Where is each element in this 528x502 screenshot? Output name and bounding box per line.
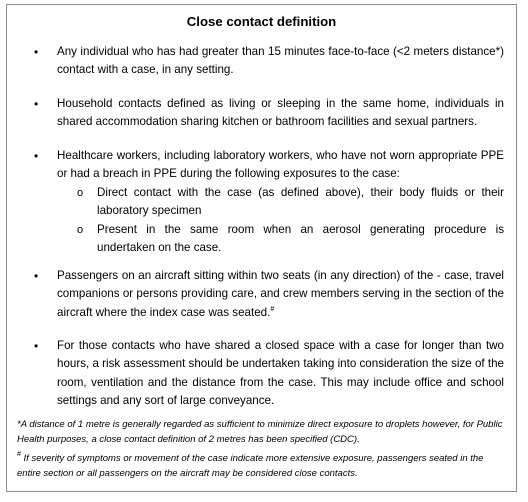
footnote-text: If severity of symptoms or movement of the case indicate more extensive exposure, passengers seated in the entire section or all passengers on the aircraft may be considered close contacts.: [17, 453, 484, 479]
list-item-text: [57, 267, 504, 322]
sub-bullet-marker: o: [77, 224, 84, 236]
footnote-marker: #: [270, 305, 275, 313]
list-item-text-body: Passengers on an aircraft sitting within two seats (in any direction) of the - case, travel companions or persons providing care, and crew members serving in the section of the aircraft where the index case was seated.: [57, 269, 504, 319]
footnote-aircraft: [17, 451, 507, 481]
sub-list-item-text: Present in the same room when an aerosol generating procedure is undertaken on the case.: [97, 223, 504, 255]
bullet-marker: •: [34, 45, 39, 59]
footnote-mark: #: [17, 451, 21, 458]
footnote-text: *A distance of 1 metre is generally regarded as sufficient to minimize direct exposure to droplets however, for Public Health purposes, a close contact definition of 2 metres has been specified (CDC).: [17, 419, 503, 445]
footnote-distance: [17, 417, 507, 447]
list-item-text: Household contacts defined as living or sleeping in the same home, individuals in shared accommodation sharing kitchen or bathroom facilities and sexual partners.: [57, 97, 504, 129]
bullet-marker: •: [34, 97, 39, 111]
bullet-marker: •: [34, 269, 39, 283]
bullet-marker: •: [34, 339, 39, 353]
sub-list-item-text: Direct contact with the case (as defined above), their body fluids or their laboratory specimen: [97, 186, 504, 218]
box-title: Close contact definition: [186, 14, 337, 29]
list-item-text: Healthcare workers, including laboratory workers, who have not worn appropriate PPE or had a breach in PPE during the following exposures to the case:: [57, 149, 504, 181]
list-item-text: For those contacts who have shared a closed space with a case for longer than two hours, a risk assessment should be undertaken taking into consideration the size of the room, ventilation and the distance from the case. This may include office and school settings and any sort of large conveyance.: [57, 339, 504, 407]
bullet-marker: •: [34, 149, 39, 163]
sub-bullet-marker: o: [77, 187, 84, 199]
list-item-text: Any individual who has had greater than 15 minutes face-to-face (<2 meters distance*) contact with a case, in any setting.: [57, 45, 504, 77]
definition-box: [6, 4, 517, 492]
